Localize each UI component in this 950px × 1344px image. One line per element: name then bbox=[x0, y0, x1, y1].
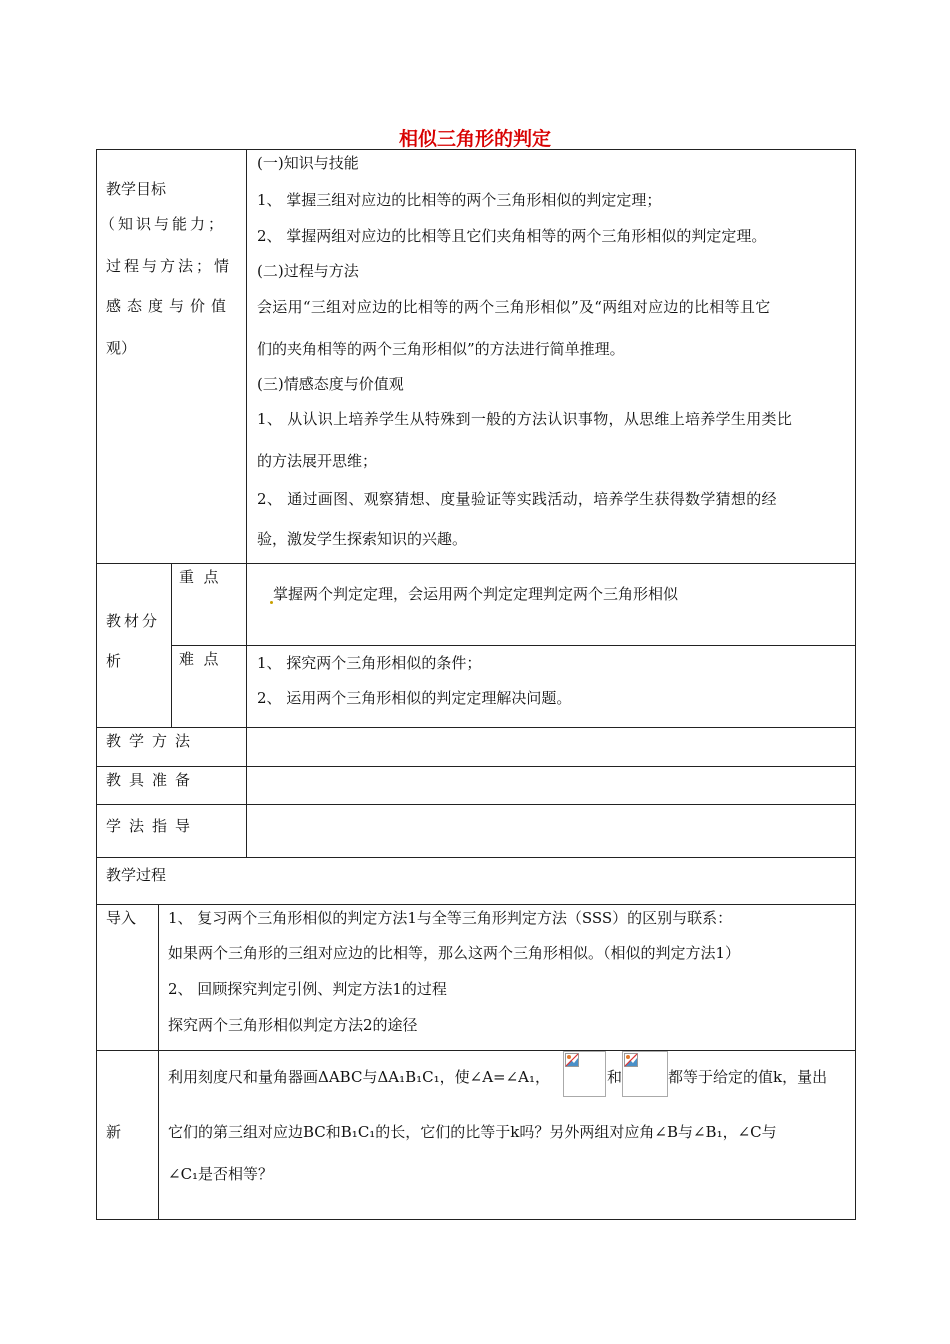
new-content-cell bbox=[158, 1050, 856, 1220]
guide-content-cell bbox=[246, 804, 856, 858]
broken-image-icon bbox=[622, 1051, 668, 1097]
objectives-item: 1、 掌握三组对应边的比相等的两个三角形相似的判定定理； bbox=[257, 191, 662, 209]
objectives-heading: (三)情感态度与价值观 bbox=[257, 375, 404, 393]
process-header-cell bbox=[96, 857, 856, 905]
objectives-label-line: （知识与能力； bbox=[100, 215, 227, 233]
process-label: 教学过程 bbox=[106, 866, 167, 884]
objectives-label-cell bbox=[96, 149, 247, 564]
objectives-label-line: 观） bbox=[106, 339, 137, 357]
page-title: 相似三角形的判定 bbox=[398, 128, 551, 150]
objectives-item: 会运用“三组对应边的比相等的两个三角形相似”及“两组对应边的比相等且它 bbox=[257, 298, 771, 316]
difficult-item: 1、 探究两个三角形相似的条件； bbox=[257, 654, 482, 672]
key-label-cell bbox=[171, 563, 247, 646]
analysis-label-bottom: 析 bbox=[106, 652, 122, 670]
new-line-2: 它们的第三组对应边BC和B₁C₁的长，它们的比等于k吗？另外两组对应角∠B与∠B₁，∠C与 bbox=[168, 1123, 777, 1141]
intro-label: 导入 bbox=[106, 909, 137, 927]
new-label-cell bbox=[96, 1050, 159, 1220]
method-content-cell bbox=[246, 727, 856, 767]
intro-label-cell bbox=[96, 904, 159, 1051]
intro-content-cell bbox=[158, 904, 856, 1051]
tools-label: 教具准备 bbox=[106, 771, 199, 789]
method-label: 教学方法 bbox=[106, 732, 199, 750]
intro-line: 探究两个三角形相似判定方法2的途径 bbox=[168, 1016, 418, 1034]
key-text: 掌握两个判定定理，会运用两个判定定理判定两个三角形相似 bbox=[273, 585, 679, 603]
objectives-label-line: 过程与方法；情 bbox=[106, 257, 233, 275]
key-label: 重 点 bbox=[179, 568, 219, 586]
objectives-label-line: 教学目标 bbox=[106, 180, 167, 198]
difficult-content-cell bbox=[246, 645, 856, 728]
difficult-label: 难 点 bbox=[179, 650, 219, 668]
new-line-1a: 利用刻度尺和量角器画ΔABC与ΔA₁B₁C₁，使∠A=∠A₁， bbox=[168, 1068, 551, 1086]
difficult-item: 2、 运用两个三角形相似的判定定理解决问题。 bbox=[257, 689, 572, 707]
new-label: 新 bbox=[106, 1123, 122, 1141]
objectives-item: 2、 掌握两组对应边的比相等且它们夹角相等的两个三角形相似的判定定理。 bbox=[257, 227, 767, 245]
new-line-1b: 都等于给定的值k，量出 bbox=[668, 1068, 828, 1086]
objectives-item: 2、 通过画图、观察猜想、度量验证等实践活动，培养学生获得数学猜想的经 bbox=[257, 490, 777, 508]
objectives-item: 验，激发学生探索知识的兴趣。 bbox=[257, 530, 468, 548]
intro-line: 如果两个三角形的三组对应边的比相等，那么这两个三角形相似。（相似的判定方法1） bbox=[168, 944, 741, 962]
key-content-cell bbox=[246, 563, 856, 646]
tools-label-cell bbox=[96, 766, 247, 805]
intro-line: 2、 回顾探究判定引例、判定方法1的过程 bbox=[168, 980, 447, 998]
analysis-label-top: 教材分 bbox=[106, 612, 161, 630]
intro-line: 1、 复习两个三角形相似的判定方法1与全等三角形判定方法（SSS）的区别与联系： bbox=[168, 909, 733, 927]
broken-image-icon bbox=[563, 1051, 606, 1097]
tools-content-cell bbox=[246, 766, 856, 805]
objectives-heading: (一)知识与技能 bbox=[257, 154, 359, 172]
objectives-item: 们的夹角相等的两个三角形相似”的方法进行简单推理。 bbox=[257, 340, 625, 358]
guide-label-cell bbox=[96, 804, 247, 858]
analysis-label-cell bbox=[96, 563, 172, 728]
objectives-content-cell bbox=[246, 149, 856, 564]
objectives-item: 的方法展开思维； bbox=[257, 452, 378, 470]
objectives-heading: (二)过程与方法 bbox=[257, 262, 359, 280]
objectives-item: 1、 从认识上培养学生从特殊到一般的方法认识事物，从思维上培养学生用类比 bbox=[257, 410, 793, 428]
new-line-3: ∠C₁是否相等？ bbox=[168, 1165, 274, 1183]
objectives-label-line: 感态度与价值 bbox=[106, 297, 233, 315]
method-label-cell bbox=[96, 727, 247, 767]
new-line-1-and: 和 bbox=[607, 1068, 623, 1086]
difficult-label-cell bbox=[171, 645, 247, 728]
guide-label: 学法指导 bbox=[106, 817, 199, 835]
